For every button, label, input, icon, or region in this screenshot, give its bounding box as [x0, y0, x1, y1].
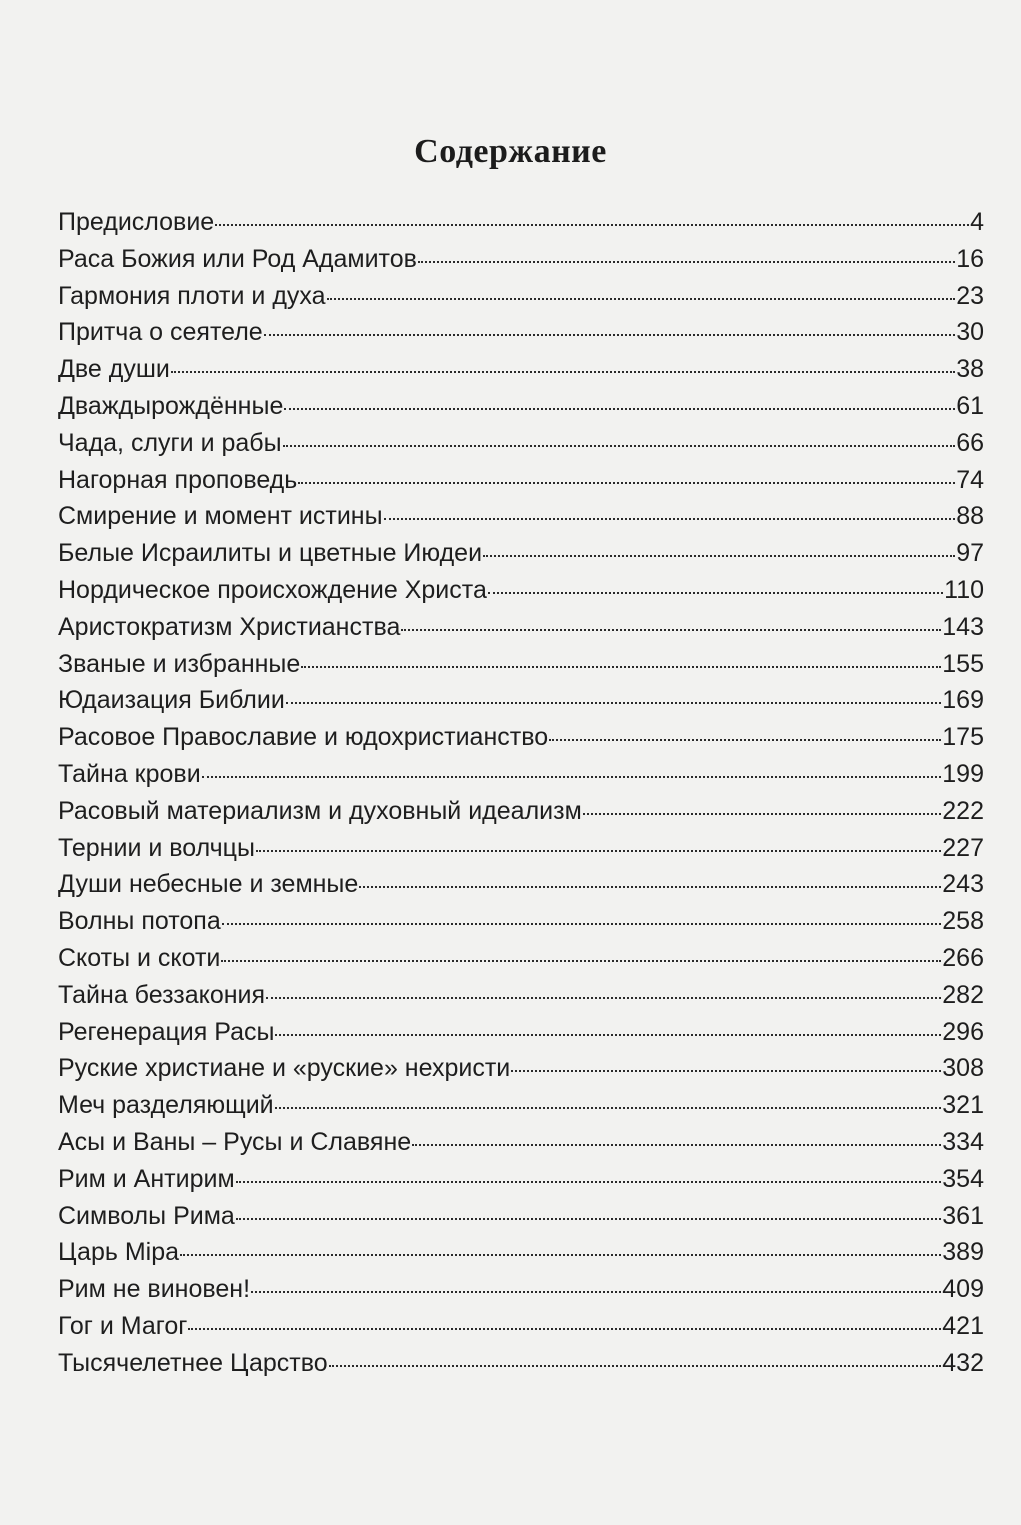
- toc-entry-title: Царь Міра: [58, 1238, 180, 1267]
- toc-entry-title: Расовый материализм и духовный идеализм: [58, 796, 582, 825]
- dot-leader: [401, 629, 941, 631]
- toc-entry-title: Дваждырождённые: [58, 391, 284, 420]
- toc-entry-page-number: 74: [956, 465, 984, 494]
- toc-entry-page-number: 266: [942, 943, 984, 972]
- dot-leader: [286, 702, 941, 704]
- toc-entry-title: Чада, слуги и рабы: [58, 428, 282, 457]
- toc-entry: [58, 576, 984, 613]
- toc-entry: [58, 539, 984, 576]
- toc-entry-title: Рим не виновен!: [58, 1275, 251, 1304]
- dot-leader: [359, 886, 941, 888]
- toc-entry-title: Званые и избранные: [58, 649, 301, 678]
- toc-entry: [58, 1128, 984, 1165]
- toc-entry-title: Нагорная проповедь: [58, 465, 298, 494]
- toc-entry-page-number: 4: [970, 208, 984, 236]
- toc-entry-page-number: 361: [942, 1201, 984, 1230]
- toc-entry: [58, 944, 984, 981]
- dot-leader: [284, 408, 955, 410]
- toc-entry: [58, 723, 984, 760]
- dot-leader: [329, 1365, 942, 1367]
- toc-entry-page-number: 308: [942, 1054, 984, 1083]
- toc-entry: [58, 686, 984, 723]
- toc-entry-title: Меч разделяющий: [58, 1091, 274, 1120]
- toc-entry-title: Рим и Антирим: [58, 1164, 235, 1193]
- dot-leader: [412, 1144, 941, 1146]
- dot-leader: [583, 813, 942, 815]
- toc-entry-page-number: 23: [956, 281, 984, 310]
- toc-entry: [58, 392, 984, 429]
- toc-entry-page-number: 199: [942, 759, 984, 788]
- toc-entry-title: Волны потопа: [58, 907, 221, 936]
- toc-entry-title: Тысячелетнее Царство: [58, 1348, 328, 1377]
- toc-entry-page-number: 155: [942, 649, 984, 678]
- toc-entry-title: Гармония плоти и духа: [58, 281, 326, 310]
- toc-entry-page-number: 66: [956, 428, 984, 457]
- toc-entry: [58, 282, 984, 319]
- toc-entry: [58, 1054, 984, 1091]
- toc-entry: [58, 797, 984, 834]
- toc-entry: [58, 981, 984, 1018]
- toc-entry-title: Символы Рима: [58, 1201, 235, 1230]
- toc-entry: [58, 1202, 984, 1239]
- toc-entry: [58, 650, 984, 687]
- toc-entry-page-number: 432: [942, 1348, 984, 1377]
- toc-entry-title: Белые Исраилиты и цветные Июдеи: [58, 539, 483, 568]
- toc-entry-page-number: 282: [942, 980, 984, 1009]
- toc-entry-page-number: 169: [942, 686, 984, 715]
- toc-entry-page-number: 334: [942, 1127, 984, 1156]
- toc-entry-page-number: 175: [942, 723, 984, 752]
- toc-entry-title: Расовое Православие и юдохристианство: [58, 723, 549, 752]
- toc-entry-page-number: 222: [942, 796, 984, 825]
- toc-entry-title: Тайна крови: [58, 759, 201, 788]
- toc-entry-page-number: 16: [956, 244, 984, 273]
- dot-leader: [301, 666, 941, 668]
- dot-leader: [283, 445, 956, 447]
- toc-entry-title: Нордическое происхождение Христа: [58, 575, 487, 604]
- toc-entry-page-number: 243: [942, 870, 984, 899]
- toc-entry-title: Души небесные и земные: [58, 870, 359, 899]
- toc-entry: [58, 1238, 984, 1275]
- dot-leader: [171, 371, 955, 373]
- dot-leader: [256, 850, 941, 852]
- toc-entry-page-number: 61: [956, 391, 984, 420]
- dot-leader: [275, 1107, 942, 1109]
- toc-entry-title: Смирение и момент истины: [58, 502, 383, 531]
- toc-entry-title: Тайна беззакония: [58, 980, 266, 1009]
- toc-entry-title: Асы и Ваны – Русы и Славяне: [58, 1127, 412, 1156]
- dot-leader: [483, 555, 955, 557]
- toc-entry-page-number: 296: [942, 1017, 984, 1046]
- toc-entry: [58, 1091, 984, 1128]
- toc-entry: [58, 1275, 984, 1312]
- toc-entry: [58, 429, 984, 466]
- dot-leader: [180, 1254, 941, 1256]
- toc-entry-title: Регенерация Расы: [58, 1017, 275, 1046]
- toc-entry-page-number: 321: [942, 1091, 984, 1120]
- dot-leader: [188, 1328, 941, 1330]
- toc-entry: [58, 907, 984, 944]
- dot-leader: [221, 960, 941, 962]
- table-of-contents: [58, 208, 984, 1386]
- dot-leader: [418, 261, 955, 263]
- page-title: Содержание: [414, 133, 607, 170]
- dot-leader: [215, 224, 969, 226]
- toc-entry-page-number: 258: [942, 907, 984, 936]
- toc-entry: [58, 318, 984, 355]
- dot-leader: [488, 592, 943, 594]
- toc-entry: [58, 245, 984, 282]
- toc-entry-page-number: 110: [944, 575, 984, 604]
- toc-entry-page-number: 421: [942, 1311, 984, 1340]
- toc-entry-title: Две души: [58, 355, 170, 384]
- toc-entry-title: Юдаизация Библии: [58, 686, 285, 715]
- toc-entry-page-number: 143: [942, 612, 984, 641]
- dot-leader: [511, 1070, 941, 1072]
- dot-leader: [236, 1181, 942, 1183]
- toc-entry: [58, 466, 984, 503]
- dot-leader: [202, 776, 942, 778]
- toc-entry: [58, 1018, 984, 1055]
- toc-entry-page-number: 38: [956, 355, 984, 384]
- toc-entry-title: Притча о сеятеле: [58, 318, 263, 347]
- toc-entry-title: Гог и Магог: [58, 1311, 188, 1340]
- toc-entry: [58, 760, 984, 797]
- toc-entry-title: Аристократизм Христианства: [58, 612, 401, 641]
- toc-entry: [58, 834, 984, 871]
- toc-entry-title: Скоты и скоти: [58, 943, 221, 972]
- toc-entry-page-number: 88: [956, 502, 984, 531]
- toc-entry-title: Раса Божия или Род Адамитов: [58, 244, 417, 273]
- dot-leader: [222, 923, 942, 925]
- toc-entry-title: Руские христиане и «руские» нехристи: [58, 1054, 511, 1083]
- toc-entry: [58, 502, 984, 539]
- toc-entry-page-number: 409: [942, 1275, 984, 1304]
- toc-entry: [58, 870, 984, 907]
- dot-leader: [236, 1218, 941, 1220]
- dot-leader: [549, 739, 941, 741]
- toc-entry: [58, 208, 984, 245]
- toc-entry-page-number: 30: [956, 318, 984, 347]
- dot-leader: [327, 298, 956, 300]
- toc-entry: [58, 1312, 984, 1349]
- dot-leader: [264, 334, 956, 336]
- toc-entry-page-number: 354: [942, 1164, 984, 1193]
- toc-entry-page-number: 389: [942, 1238, 984, 1267]
- toc-entry: [58, 613, 984, 650]
- toc-entry-title: Тернии и волчцы: [58, 833, 255, 862]
- toc-entry: [58, 355, 984, 392]
- dot-leader: [384, 518, 956, 520]
- dot-leader: [266, 997, 941, 999]
- dot-leader: [251, 1291, 941, 1293]
- dot-leader: [275, 1034, 941, 1036]
- dot-leader: [298, 482, 955, 484]
- toc-entry-page-number: 97: [956, 539, 984, 568]
- toc-entry-page-number: 227: [942, 833, 984, 862]
- toc-entry-title: Предисловие: [58, 208, 215, 236]
- toc-entry: [58, 1349, 984, 1386]
- toc-entry: [58, 1165, 984, 1202]
